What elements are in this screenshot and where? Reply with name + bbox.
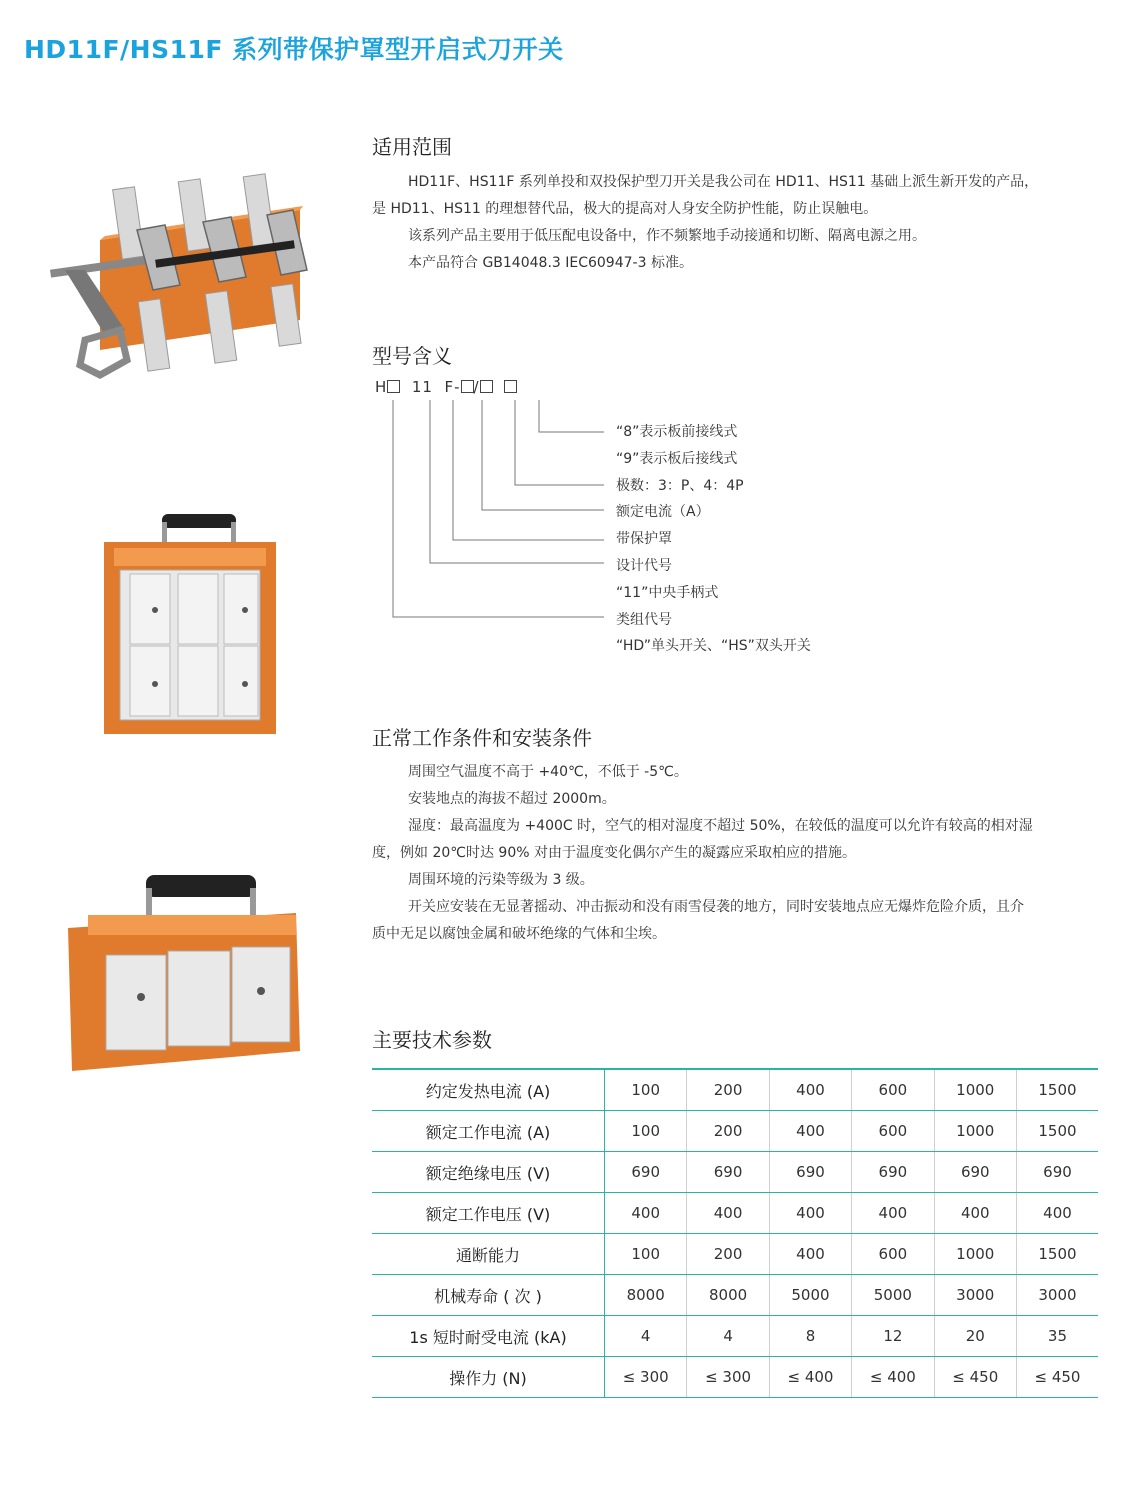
model-label: 类组代号 (616, 612, 672, 628)
model-code-f: F (444, 378, 455, 396)
row-label: 额定绝缘电压 (V) (372, 1152, 605, 1193)
table-cell: 8 (769, 1316, 851, 1357)
conditions-paragraph: 质中无足以腐蚀金属和破坏绝缘的气体和尘埃。 (372, 926, 666, 942)
page-title: HD11F/HS11F 系列带保护罩型开启式刀开关 (24, 35, 564, 64)
table-cell: 20 (934, 1316, 1016, 1357)
table-row (372, 1275, 1098, 1316)
model-label: “HD”单头开关、“HS”双头开关 (616, 638, 811, 654)
model-code (375, 378, 517, 396)
table-cell: 690 (1016, 1152, 1098, 1193)
table-cell: 1000 (934, 1111, 1016, 1152)
table-cell: 400 (605, 1193, 687, 1234)
table-cell: 8000 (687, 1275, 769, 1316)
table-cell: 400 (769, 1234, 851, 1275)
placeholder-box (461, 380, 474, 393)
table-cell: ≤ 300 (687, 1357, 769, 1398)
table-cell: 400 (934, 1193, 1016, 1234)
table-cell: 100 (605, 1069, 687, 1111)
conditions-paragraph: 湿度：最高温度为 +400C 时，空气的相对湿度不超过 50%，在较低的温度可以允许有较高的相对湿 (408, 818, 1033, 834)
params-heading: 主要技术参数 (372, 1028, 492, 1052)
table-cell: 400 (769, 1193, 851, 1234)
table-cell: 35 (1016, 1316, 1098, 1357)
conditions-paragraph: 度，例如 20℃时达 90% 对由于温度变化偶尔产生的凝露应采取柏应的措施。 (372, 845, 857, 861)
table-row (372, 1234, 1098, 1275)
table-cell: 1500 (1016, 1234, 1098, 1275)
table-row (372, 1316, 1098, 1357)
scope-paragraph: 是 HD11、HS11 的理想替代品，极大的提高对人身安全防护性能，防止误触电。 (372, 201, 878, 217)
table-cell: 4 (687, 1316, 769, 1357)
row-label: 额定工作电流 (A) (372, 1111, 605, 1152)
table-row (372, 1193, 1098, 1234)
table-cell: ≤ 450 (934, 1357, 1016, 1398)
table-cell: 600 (852, 1069, 934, 1111)
table-cell: 400 (769, 1069, 851, 1111)
model-code-h: H (375, 378, 388, 396)
model-code-dash: - (454, 378, 461, 396)
product-image-covered-switch-front (66, 873, 306, 1073)
product-image-covered-switch (100, 512, 280, 737)
table-cell: 3000 (934, 1275, 1016, 1316)
model-label: “8”表示板前接线式 (616, 424, 738, 440)
conditions-paragraph: 周围空气温度不高于 +40℃，不低于 -5℃。 (408, 764, 688, 780)
table-row (372, 1069, 1098, 1111)
row-label: 机械寿命 ( 次 ) (372, 1275, 605, 1316)
table-cell: 200 (687, 1234, 769, 1275)
conditions-paragraph: 安装地点的海拔不超过 2000m。 (408, 791, 616, 807)
table-cell: ≤ 450 (1016, 1357, 1098, 1398)
table-cell: 4 (605, 1316, 687, 1357)
model-heading: 型号含义 (372, 344, 452, 368)
row-label: 约定发热电流 (A) (372, 1069, 605, 1111)
table-cell: ≤ 400 (769, 1357, 851, 1398)
model-label: 设计代号 (616, 558, 672, 574)
conditions-heading: 正常工作条件和安装条件 (372, 726, 592, 750)
conditions-text (372, 759, 1100, 948)
model-label: “9”表示板后接线式 (616, 451, 738, 467)
model-code-11: 11 (411, 378, 433, 396)
table-cell: 1500 (1016, 1111, 1098, 1152)
model-label: 极数：3：P、4：4P (616, 478, 744, 494)
placeholder-box (387, 380, 400, 393)
table-cell: 100 (605, 1234, 687, 1275)
table-cell: 100 (605, 1111, 687, 1152)
table-cell: 690 (687, 1152, 769, 1193)
table-cell: 200 (687, 1069, 769, 1111)
product-image-open-switch (45, 170, 315, 395)
table-cell: 1500 (1016, 1069, 1098, 1111)
row-label: 额定工作电压 (V) (372, 1193, 605, 1234)
table-cell: ≤ 400 (852, 1357, 934, 1398)
row-label: 通断能力 (372, 1234, 605, 1275)
table-cell: 5000 (852, 1275, 934, 1316)
row-label: 1s 短时耐受电流 (kA) (372, 1316, 605, 1357)
table-cell: 690 (934, 1152, 1016, 1193)
scope-text (372, 169, 1100, 277)
placeholder-box (480, 380, 493, 393)
scope-heading: 适用范围 (372, 135, 452, 159)
table-cell: 600 (852, 1111, 934, 1152)
table-row (372, 1152, 1098, 1193)
scope-paragraph: 该系列产品主要用于低压配电设备中，作不频繁地手动接通和切断、隔离电源之用。 (408, 228, 926, 244)
table-cell: 400 (852, 1193, 934, 1234)
params-table (372, 1068, 1098, 1398)
table-cell: 5000 (769, 1275, 851, 1316)
scope-paragraph: 本产品符合 GB14048.3 IEC60947-3 标准。 (408, 255, 693, 271)
model-label: “11”中央手柄式 (616, 585, 719, 601)
table-cell: 400 (1016, 1193, 1098, 1234)
table-cell: 690 (605, 1152, 687, 1193)
table-cell: 8000 (605, 1275, 687, 1316)
model-label: 带保护罩 (616, 531, 672, 547)
table-cell: 3000 (1016, 1275, 1098, 1316)
table-cell: 400 (769, 1111, 851, 1152)
table-cell: 1000 (934, 1069, 1016, 1111)
placeholder-box (504, 380, 517, 393)
model-label: 额定电流（A） (616, 504, 710, 520)
table-cell: 200 (687, 1111, 769, 1152)
table-cell: 690 (769, 1152, 851, 1193)
conditions-paragraph: 周围环境的污染等级为 3 级。 (408, 872, 594, 888)
row-label: 操作力 (N) (372, 1357, 605, 1398)
scope-paragraph: HD11F、HS11F 系列单投和双投保护型刀开关是我公司在 HD11、HS11 基础上派生新开发的产品， (408, 174, 1039, 190)
table-cell: 12 (852, 1316, 934, 1357)
table-row (372, 1357, 1098, 1398)
model-code-slash: / (473, 378, 480, 396)
table-cell: 400 (687, 1193, 769, 1234)
table-cell: ≤ 300 (605, 1357, 687, 1398)
table-cell: 1000 (934, 1234, 1016, 1275)
table-row (372, 1111, 1098, 1152)
table-cell: 600 (852, 1234, 934, 1275)
conditions-paragraph: 开关应安装在无显著摇动、冲击振动和没有雨雪侵袭的地方，同时安装地点应无爆炸危险介质，且介 (408, 899, 1024, 915)
table-cell: 690 (852, 1152, 934, 1193)
